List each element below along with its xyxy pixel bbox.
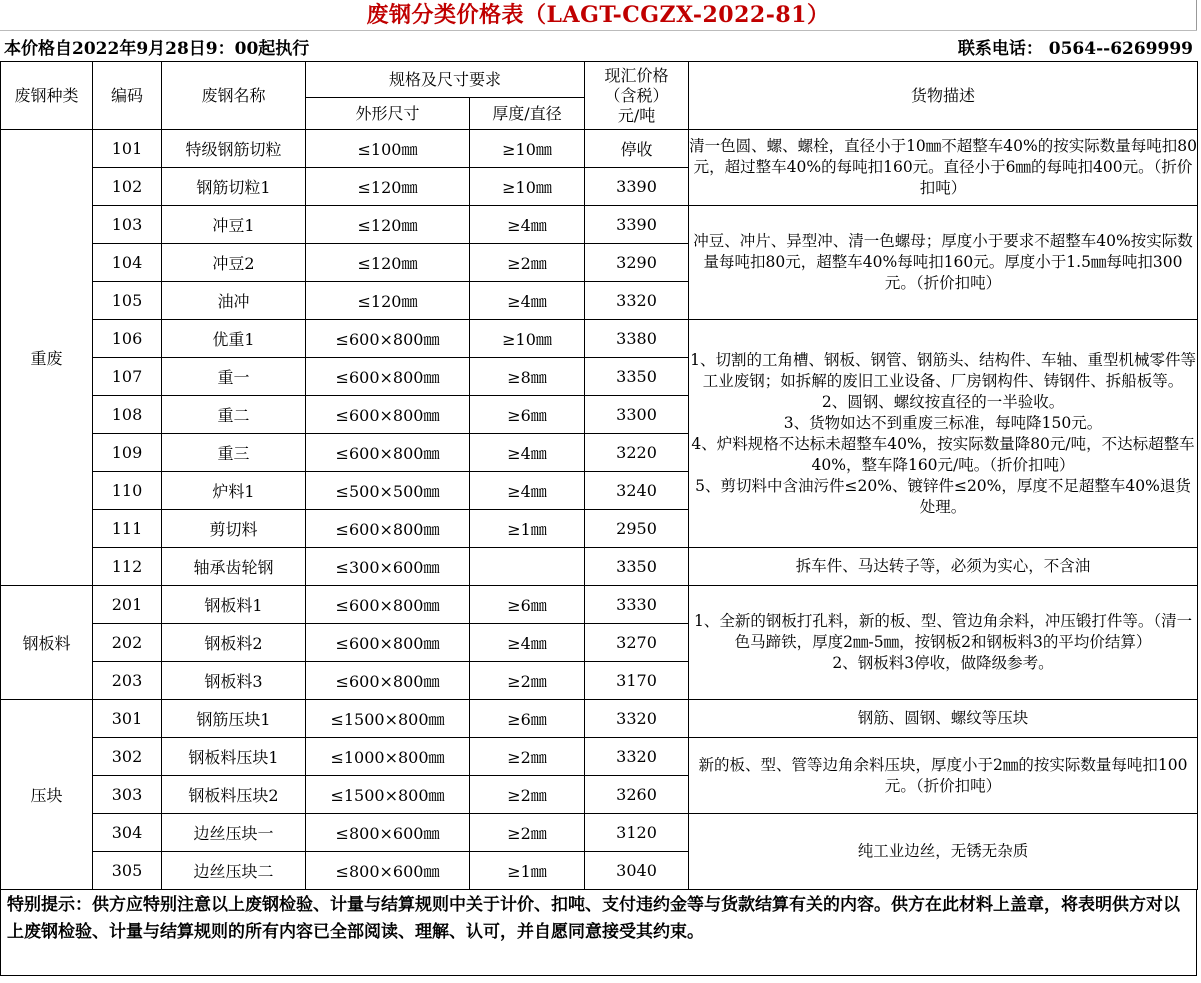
code-cell: 112 (93, 548, 162, 586)
name-cell: 钢板料压块1 (162, 738, 306, 776)
thickness-cell: ≥1㎜ (470, 852, 585, 890)
size-cell: ≤300×600㎜ (306, 548, 470, 586)
thickness-cell: ≥4㎜ (470, 434, 585, 472)
description-cell: 冲豆、冲片、异型冲、清一色螺母；厚度小于要求不超整车40%按实际数量每吨扣80元，超整车40%每吨扣160元。厚度小于1.5㎜每吨扣300元。（折价扣吨） (689, 206, 1198, 320)
code-cell: 302 (93, 738, 162, 776)
category-heavy: 重废 (1, 130, 93, 586)
thickness-cell: ≥6㎜ (470, 700, 585, 738)
size-cell: ≤1500×800㎜ (306, 700, 470, 738)
size-cell: ≤800×600㎜ (306, 814, 470, 852)
size-cell: ≤600×800㎜ (306, 320, 470, 358)
price-cell: 3350 (585, 358, 689, 396)
thickness-cell: ≥2㎜ (470, 738, 585, 776)
price-cell: 3300 (585, 396, 689, 434)
header-thickness: 厚度/直径 (470, 98, 585, 130)
name-cell: 优重1 (162, 320, 306, 358)
header-name: 废钢名称 (162, 62, 306, 130)
price-cell: 3170 (585, 662, 689, 700)
thickness-cell: ≥2㎜ (470, 814, 585, 852)
thickness-cell: ≥10㎜ (470, 130, 585, 168)
size-cell: ≤1500×800㎜ (306, 776, 470, 814)
thickness-cell: ≥2㎜ (470, 244, 585, 282)
description-cell: 钢筋、圆钢、螺纹等压块 (689, 700, 1198, 738)
description-cell (689, 320, 1198, 548)
code-cell: 201 (93, 586, 162, 624)
price-cell: 3290 (585, 244, 689, 282)
code-cell: 109 (93, 434, 162, 472)
price-cell: 3220 (585, 434, 689, 472)
code-cell: 101 (93, 130, 162, 168)
name-cell: 重二 (162, 396, 306, 434)
category-plate: 钢板料 (1, 586, 93, 700)
name-cell: 钢板料压块2 (162, 776, 306, 814)
price-cell: 3320 (585, 738, 689, 776)
description-cell (689, 586, 1198, 700)
price-cell: 3390 (585, 168, 689, 206)
thickness-cell: ≥10㎜ (470, 168, 585, 206)
price-cell: 3260 (585, 776, 689, 814)
size-cell: ≤120㎜ (306, 206, 470, 244)
code-cell: 303 (93, 776, 162, 814)
name-cell: 冲豆1 (162, 206, 306, 244)
name-cell: 冲豆2 (162, 244, 306, 282)
price-cell: 3120 (585, 814, 689, 852)
size-cell: ≤600×800㎜ (306, 396, 470, 434)
size-cell: ≤100㎜ (306, 130, 470, 168)
size-cell: ≤600×800㎜ (306, 662, 470, 700)
code-cell: 304 (93, 814, 162, 852)
code-cell: 305 (93, 852, 162, 890)
thickness-cell: ≥10㎜ (470, 320, 585, 358)
price-cell: 3350 (585, 548, 689, 586)
code-cell: 202 (93, 624, 162, 662)
price-cell: 3320 (585, 282, 689, 320)
price-cell: 2950 (585, 510, 689, 548)
name-cell: 钢筋切粒1 (162, 168, 306, 206)
price-cell: 3240 (585, 472, 689, 510)
code-cell: 102 (93, 168, 162, 206)
code-cell: 105 (93, 282, 162, 320)
info-bar (0, 30, 1197, 61)
size-cell: ≤600×800㎜ (306, 434, 470, 472)
thickness-cell: ≥4㎜ (470, 472, 585, 510)
code-cell: 301 (93, 700, 162, 738)
price-cell: 3320 (585, 700, 689, 738)
description-line: 2、钢板料3停收，做降级参考。 (832, 654, 1054, 672)
page-title: 废钢分类价格表（LAGT-CGZX-2022-81） (0, 0, 1197, 30)
price-cell: 3330 (585, 586, 689, 624)
code-cell: 108 (93, 396, 162, 434)
name-cell: 油冲 (162, 282, 306, 320)
description-line: 5、剪切料中含油污件≤20%、镀锌件≤20%，厚度不足超整车40%退货处理。 (695, 476, 1191, 516)
thickness-cell: ≥2㎜ (470, 662, 585, 700)
thickness-cell: ≥4㎜ (470, 624, 585, 662)
code-cell: 107 (93, 358, 162, 396)
thickness-cell: ≥4㎜ (470, 282, 585, 320)
thickness-cell: ≥6㎜ (470, 586, 585, 624)
description-line: 1、切割的工角槽、钢板、钢管、钢筋头、结构件、车轴、重型机械零件等工业废钢；如拆解的废旧工业设备、厂房钢构件、铸钢件、拆船板等。 (690, 350, 1196, 390)
contact-phone: 联系电话： 0564--6269999 (957, 38, 1193, 59)
size-cell: ≤120㎜ (306, 282, 470, 320)
effective-date: 本价格自2022年9月28日9：00起执行 (4, 38, 310, 59)
price-table (0, 61, 1198, 890)
name-cell: 剪切料 (162, 510, 306, 548)
description-line: 4、炉料规格不达标未超整车40%，按实际数量降80元/吨，不达标超整车40%，整车降160元/吨。（折价扣吨） (691, 434, 1195, 474)
header-size: 外形尺寸 (306, 98, 470, 130)
size-cell: ≤120㎜ (306, 244, 470, 282)
size-cell: ≤600×800㎜ (306, 510, 470, 548)
name-cell: 钢板料1 (162, 586, 306, 624)
name-cell: 炉料1 (162, 472, 306, 510)
name-cell: 特级钢筋切粒 (162, 130, 306, 168)
thickness-cell: ≥8㎜ (470, 358, 585, 396)
thickness-cell (470, 548, 585, 586)
description-line: 3、货物如达不到重废三标准，每吨降150元。 (783, 413, 1103, 432)
header-code: 编码 (93, 62, 162, 130)
code-cell: 203 (93, 662, 162, 700)
name-cell: 边丝压块二 (162, 852, 306, 890)
code-cell: 103 (93, 206, 162, 244)
description-cell: 纯工业边丝，无锈无杂质 (689, 814, 1198, 890)
size-cell: ≤600×800㎜ (306, 624, 470, 662)
code-cell: 104 (93, 244, 162, 282)
description-cell: 拆车件、马达转子等，必须为实心，不含油 (689, 548, 1198, 586)
name-cell: 边丝压块一 (162, 814, 306, 852)
description-cell: 新的板、型、管等边角余料压块，厚度小于2㎜的按实际数量每吨扣100元。（折价扣吨） (689, 738, 1198, 814)
description-cell: 清一色圆、螺、螺栓，直径小于10㎜不超整车40%的按实际数量每吨扣80元，超过整车40%的每吨扣160元。直径小于6㎜的每吨扣400元。（折价扣吨） (689, 130, 1198, 206)
category-block: 压块 (1, 700, 93, 890)
name-cell: 钢板料3 (162, 662, 306, 700)
name-cell: 重一 (162, 358, 306, 396)
thickness-cell: ≥1㎜ (470, 510, 585, 548)
thickness-cell: ≥6㎜ (470, 396, 585, 434)
thickness-cell: ≥4㎜ (470, 206, 585, 244)
code-cell: 111 (93, 510, 162, 548)
description-line: 2、圆钢、螺纹按直径的一半验收。 (821, 392, 1065, 411)
header-desc: 货物描述 (689, 62, 1198, 130)
price-cell: 3040 (585, 852, 689, 890)
name-cell: 钢板料2 (162, 624, 306, 662)
price-cell: 3270 (585, 624, 689, 662)
size-cell: ≤1000×800㎜ (306, 738, 470, 776)
size-cell: ≤600×800㎜ (306, 358, 470, 396)
thickness-cell: ≥2㎜ (470, 776, 585, 814)
price-cell: 3380 (585, 320, 689, 358)
header-spec: 规格及尺寸要求 (306, 62, 585, 98)
special-notice: 特别提示：供方应特别注意以上废钢检验、计量与结算规则中关于计价、扣吨、支付违约金等与货款结算有关的内容。供方在此材料上盖章，将表明供方对以上废钢检验、计量与结算规则的所有内容已全部阅读、理解、认可，并自愿同意接受其约束。 (0, 890, 1197, 976)
size-cell: ≤500×500㎜ (306, 472, 470, 510)
description-line: 1、全新的钢板打孔料，新的板、型、管边角余料，冲压锻打件等。（清一色马蹄铁，厚度2㎜-5㎜，按钢板2和钢板料3的平均价结算） (693, 612, 1193, 651)
code-cell: 106 (93, 320, 162, 358)
size-cell: ≤120㎜ (306, 168, 470, 206)
price-cell: 停收 (585, 130, 689, 168)
name-cell: 轴承齿轮钢 (162, 548, 306, 586)
name-cell: 重三 (162, 434, 306, 472)
name-cell: 钢筋压块1 (162, 700, 306, 738)
header-price: 现汇价格（含税）元/吨 (585, 62, 689, 130)
size-cell: ≤600×800㎜ (306, 586, 470, 624)
header-category: 废钢种类 (1, 62, 93, 130)
size-cell: ≤800×600㎜ (306, 852, 470, 890)
price-cell: 3390 (585, 206, 689, 244)
code-cell: 110 (93, 472, 162, 510)
